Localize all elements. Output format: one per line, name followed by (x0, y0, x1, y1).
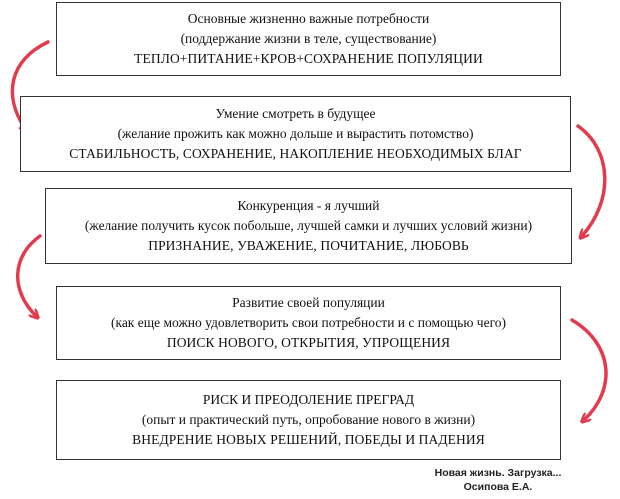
need-block-risk (56, 380, 561, 460)
block-keywords: ВНЕДРЕНИЕ НОВЫХ РЕШЕНИЙ, ПОБЕДЫ И ПАДЕНИЯ (132, 432, 485, 447)
block-description: (поддержание жизни в теле, существование) (180, 31, 437, 46)
need-block-basic (56, 2, 561, 76)
need-block-population (56, 286, 561, 360)
arrow-2-to-3 (578, 126, 605, 236)
block-description: (желание получить кусок побольше, лучшей самки и лучших условий жизни) (84, 218, 533, 233)
block-heading: РИСК И ПРЕОДОЛЕНИЕ ПРЕГРАД (202, 392, 415, 407)
caption-author: Осипова Е.А. (463, 481, 533, 493)
block-heading: Конкуренция - я лучший (237, 198, 380, 213)
block-description: (опыт и практический путь, опробование нового в жизни) (141, 412, 476, 427)
caption-title: Новая жизнь. Загрузка... (434, 467, 562, 479)
arrow-3-to-4 (18, 236, 40, 316)
block-description: (как еще можно удовлетворить свои потребности и с помощью чего) (110, 315, 507, 330)
arrow-4-to-5 (572, 320, 606, 420)
need-block-future (20, 96, 571, 172)
source-caption (418, 466, 578, 494)
block-keywords: ПОИСК НОВОГО, ОТКРЫТИЯ, УПРОЩЕНИЯ (166, 335, 451, 350)
block-keywords: ТЕПЛО+ПИТАНИЕ+КРОВ+СОХРАНЕНИЕ ПОПУЛЯЦИИ (134, 51, 483, 66)
block-keywords: ПРИЗНАНИЕ, УВАЖЕНИЕ, ПОЧИТАНИЕ, ЛЮБОВЬ (148, 238, 469, 253)
block-heading: Умение смотреть в будущее (215, 106, 376, 121)
need-block-competition (45, 188, 572, 264)
block-heading: Развитие своей популяции (232, 295, 385, 310)
block-description: (желание прожить как можно дольше и вырастить потомство) (117, 126, 474, 141)
block-heading: Основные жизненно важные потребности (187, 11, 430, 26)
block-keywords: СТАБИЛЬНОСТЬ, СОХРАНЕНИЕ, НАКОПЛЕНИЕ НЕОБХОДИМЫХ БЛАГ (69, 146, 522, 161)
